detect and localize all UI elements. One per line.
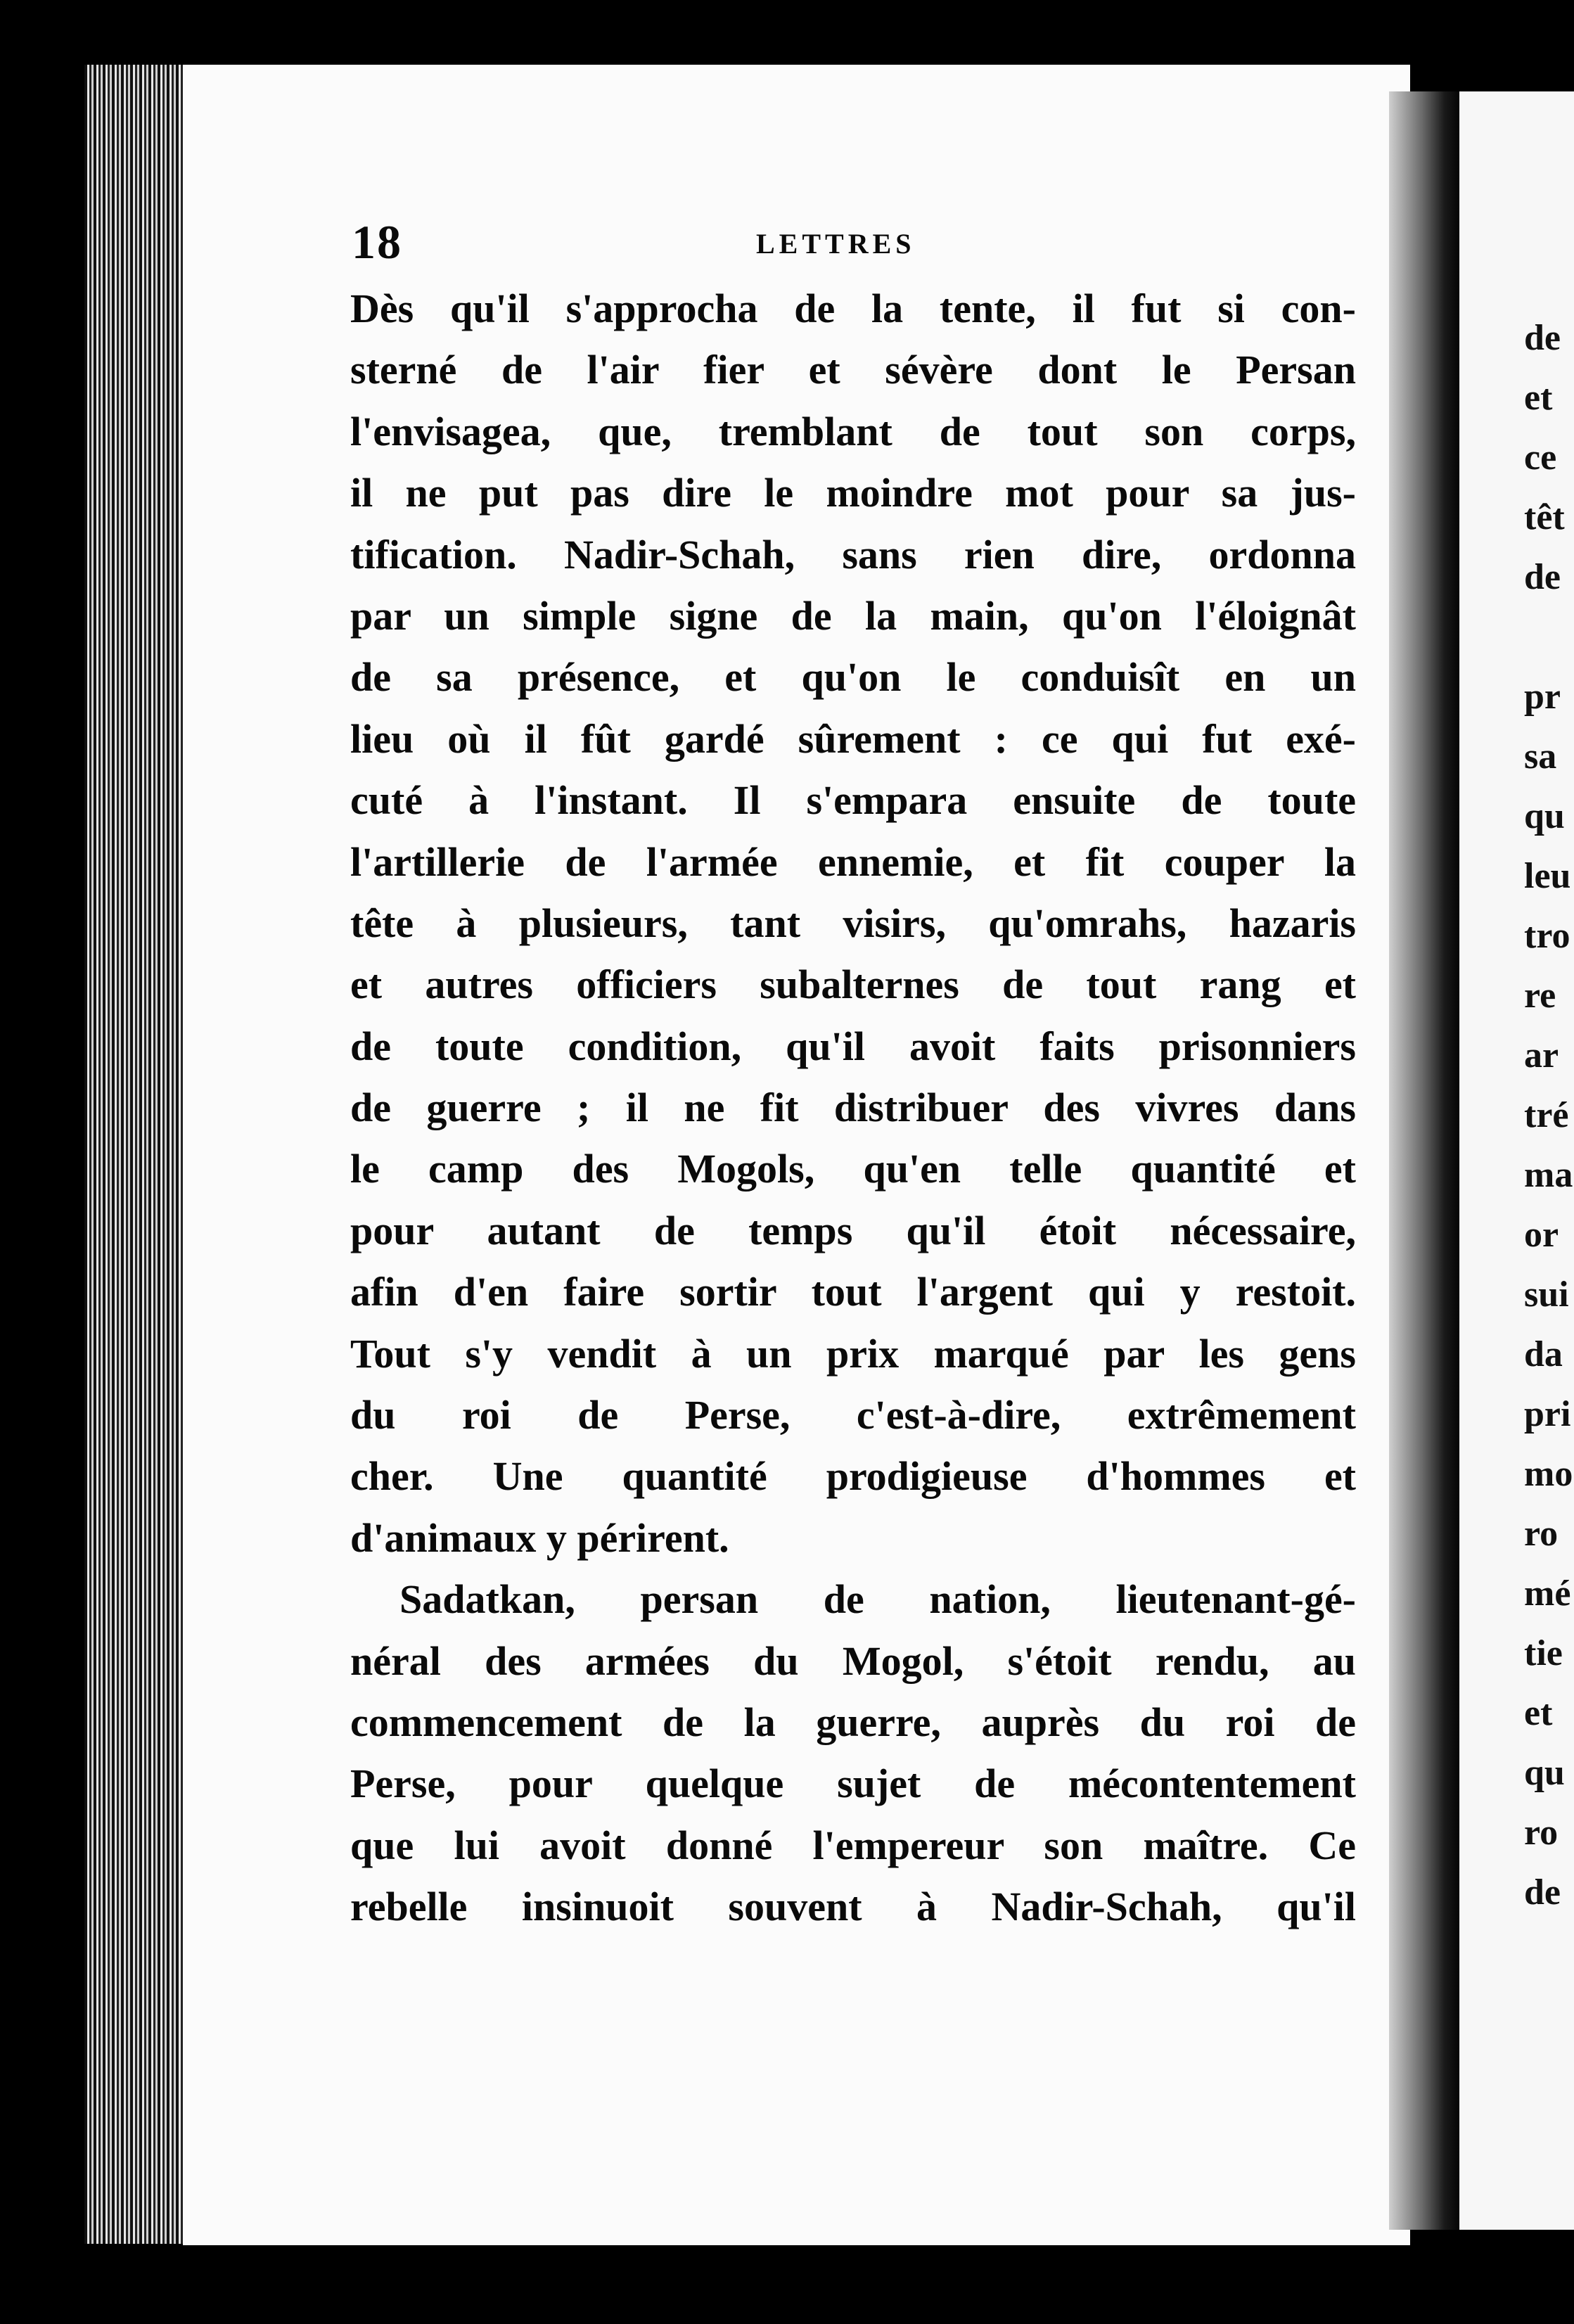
next-page-fragment: pri — [1524, 1394, 1571, 1434]
text-line: Tout s'y vendit à un prix marqué par les gens — [350, 1330, 1356, 1377]
text-line: pour autant de temps qu'il étoit nécessaire, — [350, 1207, 1356, 1253]
next-page-fragment: pr — [1524, 677, 1561, 717]
next-page-fragment: ro — [1524, 1514, 1559, 1554]
text-line: sterné de l'air fier et sévère dont le Persan — [350, 347, 1356, 393]
next-page-fragment: da — [1524, 1334, 1563, 1374]
next-page-fragment: sa — [1524, 736, 1557, 777]
text-line: cuté à l'instant. Il s'empara ensuite de toute — [350, 777, 1356, 824]
text-line: par un simple signe de la main, qu'on l'éloignât — [350, 592, 1356, 639]
next-page-fragment: de — [1524, 318, 1561, 358]
text-line: il ne put pas dire le moindre mot pour sa jus- — [350, 470, 1356, 516]
text-line: de guerre ; il ne fit distribuer des vivres dans — [350, 1085, 1356, 1131]
next-page-fragment: ce — [1524, 438, 1557, 478]
text-line: afin d'en faire sortir tout l'argent qui y restoit. — [350, 1269, 1356, 1315]
next-page-fragment: ma — [1524, 1155, 1573, 1195]
next-page-fragment: tré — [1524, 1095, 1569, 1135]
text-line: néral des armées du Mogol, s'étoit rendu, au — [350, 1637, 1356, 1684]
next-page-fragment: de — [1524, 557, 1561, 597]
text-line: l'envisagea, que, tremblant de tout son corps, — [350, 408, 1356, 454]
body-text — [350, 278, 1356, 1938]
next-page-fragment: ro — [1524, 1813, 1559, 1853]
next-page-fragment: et — [1524, 1693, 1553, 1733]
next-page-fragment: qu — [1524, 796, 1565, 836]
next-page-fragment: sui — [1524, 1275, 1569, 1315]
text-line: tête à plusieurs, tant visirs, qu'omrahs, hazaris — [350, 900, 1356, 946]
next-page-fragment: tro — [1524, 916, 1570, 956]
running-title: LETTRES — [756, 228, 916, 260]
gutter-shadow — [1389, 91, 1463, 2230]
page-edges — [84, 65, 190, 2244]
text-line: le camp des Mogols, qu'en telle quantité et — [350, 1146, 1356, 1192]
page-header — [352, 215, 1357, 271]
next-page-fragment: et — [1524, 378, 1553, 418]
next-page-fragment: leu — [1524, 856, 1571, 896]
text-line: lieu où il fût gardé sûrement : ce qui fut exé- — [350, 715, 1356, 762]
text-line: Dès qu'il s'approcha de la tente, il fut si con- — [350, 286, 1356, 331]
next-page-fragment: qu — [1524, 1753, 1565, 1793]
next-page-fragment: têt — [1524, 497, 1565, 537]
next-page-fragment: tie — [1524, 1633, 1563, 1673]
next-page-fragment: mo — [1524, 1454, 1573, 1494]
text-line: commencement de la guerre, auprès du roi de — [350, 1699, 1356, 1745]
text-line: d'animaux y périrent. — [350, 1514, 729, 1561]
text-line: que lui avoit donné l'empereur son maître. Ce — [350, 1822, 1356, 1868]
text-line: l'artillerie de l'armée ennemie, et fit couper la — [350, 838, 1356, 885]
text-line: tification. Nadir-Schah, sans rien dire, ordonna — [350, 531, 1356, 577]
text-line: cher. Une quantité prodigieuse d'hommes et — [350, 1453, 1356, 1500]
next-page-fragment: mé — [1524, 1573, 1571, 1614]
next-page-fragment: or — [1524, 1215, 1559, 1255]
next-page-fragment: de — [1524, 1872, 1561, 1913]
next-page-fragment: re — [1524, 976, 1556, 1016]
text-line: rebelle insinuoit souvent à Nadir-Schah, qu'il — [350, 1884, 1356, 1930]
text-line: de sa présence, et qu'on le conduisît en un — [350, 654, 1356, 701]
right-page-edge — [1459, 91, 1574, 2230]
next-page-fragment: ar — [1524, 1035, 1559, 1075]
text-line: Sadatkan, persan de nation, lieutenant-gé- — [399, 1576, 1356, 1623]
text-line: de toute condition, qu'il avoit faits prisonniers — [350, 1023, 1356, 1069]
text-line: Perse, pour quelque sujet de mécontentement — [350, 1761, 1356, 1807]
page-number: 18 — [352, 215, 402, 269]
text-line: du roi de Perse, c'est-à-dire, extrêmement — [350, 1392, 1356, 1438]
text-line: et autres officiers subalternes de tout rang et — [350, 962, 1356, 1008]
